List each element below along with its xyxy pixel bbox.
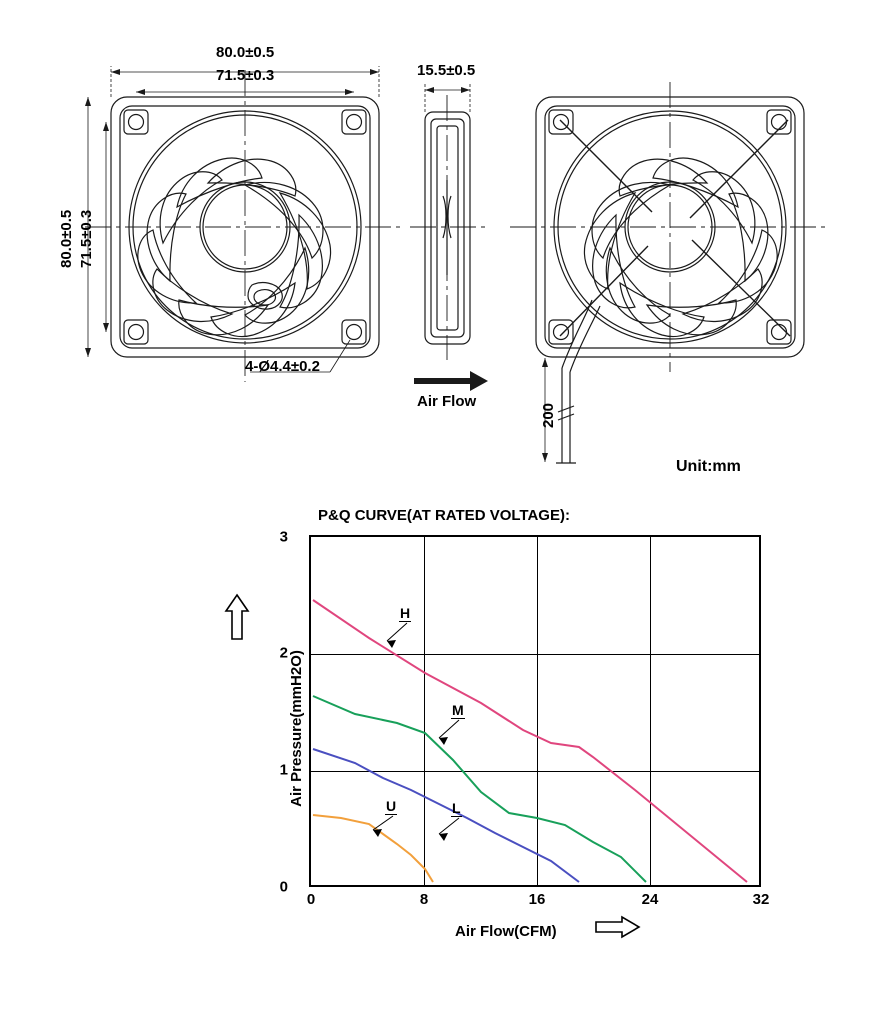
x-axis-arrow-icon (594, 915, 642, 941)
ytick-2: 2 (279, 644, 288, 662)
curve-l (313, 749, 579, 882)
chart-title: P&Q CURVE(AT RATED VOLTAGE): (318, 507, 570, 524)
ytick-3: 3 (279, 528, 288, 546)
y-axis-arrow-icon (222, 593, 252, 641)
front-view (85, 70, 404, 382)
y-axis-label: Air Pressure(mmH2O) (287, 650, 305, 807)
curve-label-h: H (400, 605, 411, 621)
xtick-8: 8 (419, 891, 429, 908)
x-axis-label: Air Flow(CFM) (455, 923, 557, 940)
pq-curve-chart (0, 495, 888, 1013)
rear-view (510, 82, 829, 463)
chart-plot-area (309, 535, 761, 887)
air-flow-label: Air Flow (417, 393, 477, 410)
dim-height-outer: 80.0±0.5 (58, 209, 75, 268)
dim-lead-length: 200 (540, 402, 557, 428)
dim-width-hole-pitch: 71.5±0.3 (216, 67, 275, 84)
dim-mounting-holes: 4-Ø4.4±0.2 (245, 358, 320, 375)
xtick-24: 24 (641, 891, 659, 908)
curve-h (313, 600, 747, 882)
unit-note: Unit:mm (676, 458, 741, 475)
curves-svg (311, 537, 759, 885)
xtick-0: 0 (306, 891, 316, 908)
curve-label-m: M (452, 702, 464, 718)
curve-label-u: U (386, 798, 397, 814)
dim-thickness: 15.5±0.5 (417, 62, 476, 79)
ytick-1: 1 (279, 761, 288, 779)
dim-width-outer: 80.0±0.5 (216, 44, 275, 61)
dim-height-hole-pitch: 71.5±0.3 (78, 209, 95, 268)
side-view (410, 84, 488, 391)
xtick-32: 32 (752, 891, 770, 908)
curve-m (313, 696, 646, 882)
xtick-16: 16 (528, 891, 546, 908)
ytick-0: 0 (279, 878, 288, 896)
mechanical-drawings (0, 0, 888, 490)
curve-u (313, 815, 433, 882)
curve-label-l: L (452, 800, 461, 816)
